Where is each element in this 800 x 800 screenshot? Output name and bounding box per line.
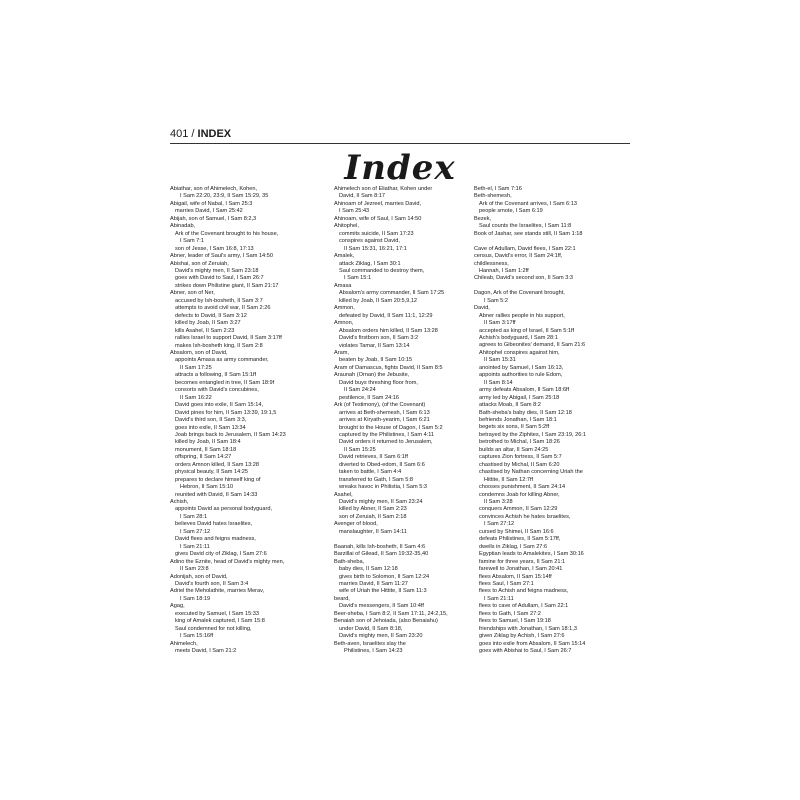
index-entry: Ark (of Testimony), (of the Covenant) xyxy=(334,402,426,409)
index-entry: census, David's error, II Sam 24:1ff, xyxy=(474,253,563,260)
index-entry: Ahinoam of Jezreel, marries David, xyxy=(334,200,422,207)
index-entry: army led by Abigail, I Sam 25:18 xyxy=(479,394,560,401)
index-entry: prepares to declare himself king of xyxy=(175,476,261,483)
index-entry: condemns Joab for killing Abner, xyxy=(479,491,560,498)
index-entry: famine for three years, II Sam 21:1 xyxy=(479,558,566,565)
index-entry: Saul condemned for not killing, xyxy=(175,625,252,632)
index-entry: David's messengers, II Sam 10:4ff xyxy=(339,603,424,610)
index-entry: chastised by Nathan concerning Uriah the xyxy=(479,469,583,476)
index-entry: II Sam 3:17ff xyxy=(484,320,516,327)
index-entry: given Ziklag by Achish, I Sam 27:6 xyxy=(479,633,565,640)
index-entry: accused by Ish-bosheth, II Sam 3:7 xyxy=(175,297,263,304)
index-entry: Baanah, kills Ish-bosheth, II Sam 4:6 xyxy=(334,543,426,550)
index-entry: II Sam 15:31 xyxy=(484,357,516,364)
index-entry: Aram of Damascus, fights David, II Sam 8:5 xyxy=(334,364,443,371)
index-gap xyxy=(474,238,622,245)
index-entry: anointed by Samuel, I Sam 16:13, xyxy=(479,364,564,371)
index-entry: Avenger of blood, xyxy=(334,521,378,528)
index-entry: Joab brings back to Jerusalem, II Sam 14:23 xyxy=(175,431,286,438)
index-entry: attacks Moab, II Sam 8:2 xyxy=(479,402,541,409)
index-entry: David goes into exile, II Sam 15:14, xyxy=(175,402,263,409)
index-entry: Achish's bodyguard, I Sam 28:1 xyxy=(479,335,558,342)
page-title: Index xyxy=(344,148,456,188)
index-entry: Amnon, xyxy=(334,320,354,327)
index-entry: appoints Amasa as army commander, xyxy=(175,357,269,364)
index-entry: flees Absalom, II Sam 15:14ff xyxy=(479,573,552,580)
index-entry: meets David, I Sam 21:2 xyxy=(175,648,237,655)
index-entry: Abner, leader of Saul's army, I Sam 14:50 xyxy=(170,253,273,260)
index-entry: commits suicide, II Sam 17:23 xyxy=(339,230,414,237)
index-entry: accepted as king of Israel, II Sam 5:1ff xyxy=(479,327,575,334)
index-entry: childlessness, xyxy=(474,260,509,267)
index-entry: II Sam 15:31, 16:21, 17:1 xyxy=(344,245,407,252)
index-entry: Bezek, xyxy=(474,215,492,222)
index-entry: gives birth to Solomon, II Sam 12:24 xyxy=(339,573,430,580)
index-entry: II Sam 17:25 xyxy=(180,364,212,371)
index-entry: Hittite, II Sam 12:7ff xyxy=(484,476,534,483)
index-entry: II Sam 8:14 xyxy=(484,379,513,386)
index-entry: Abishai, son of Zeruiah, xyxy=(170,260,229,267)
index-entry: arrives at Beth-shemesh, I Sam 6:13 xyxy=(339,409,430,416)
index-entry: Egyptian leads to Amalekites, I Sam 30:16 xyxy=(479,551,584,558)
index-entry: son of Jesse, I Sam 16:8, 17:13 xyxy=(175,245,254,252)
index-entry: II Sam 23:8 xyxy=(180,566,209,573)
index-entry: king of Amalek captured, I Sam 15:8 xyxy=(175,618,265,625)
index-entry: Abinadab, xyxy=(170,223,196,230)
index-entry: conspires against David, xyxy=(339,238,400,245)
index-entry: goes into exile from Absalom, II Sam 15:14 xyxy=(479,640,586,647)
index-entry: strikes down Philistine giant, II Sam 21:17 xyxy=(175,282,279,289)
index-entry: Achish, xyxy=(170,499,189,506)
index-entry: appoints David as personal bodyguard, xyxy=(175,506,273,513)
index-entry: II Sam 24:24 xyxy=(344,387,376,394)
index-entry: flees to Achish and feigns madness, xyxy=(479,588,569,595)
index-entry: Ahimelech, xyxy=(170,640,198,647)
index-entry: reunited with David, II Sam 14:33 xyxy=(175,491,258,498)
index-entry: I Sam 21:11 xyxy=(484,595,514,602)
index-entry: Abner, son of Ner, xyxy=(170,290,215,297)
index-entry: Adriel the Meholathite, marries Merav, xyxy=(170,588,265,595)
index-entry: violates Tamar, II Sam 13:14 xyxy=(339,342,410,349)
index-entry: I Sam 27:12 xyxy=(180,528,211,535)
index-entry: attack Ziklag, I Sam 30:1 xyxy=(339,260,401,267)
index-entry: gives David city of Ziklag, I Sam 27:6 xyxy=(175,551,267,558)
index-entry: II Sam 16:22 xyxy=(180,394,212,401)
index-entry: Abijah, son of Samuel, I Sam 8:2,3 xyxy=(170,215,257,222)
index-entry: David's fourth son, II Sam 3:4 xyxy=(175,581,249,588)
index-entry: defects to David, II Sam 3:12 xyxy=(175,312,247,319)
index-entry: Saul commanded to destroy them, xyxy=(339,267,425,274)
index-entry: brought to the House of Dagon, I Sam 5:2 xyxy=(339,424,443,431)
index-entry: I Sam 27:12 xyxy=(484,521,515,528)
index-entry: I Sam 25:43 xyxy=(339,208,370,215)
index-entry: I Sam 15:1 xyxy=(344,275,372,282)
index-entry: baby dies, II Sam 12:18 xyxy=(339,566,398,573)
index-entry: I Sam 15:16ff xyxy=(180,633,214,640)
index-gap xyxy=(334,536,482,543)
index-entry: Ark of the Covenant brought to his house, xyxy=(175,230,279,237)
index-entry: begets six sons, II Sam 5:2ff xyxy=(479,424,550,431)
index-entry: beard, xyxy=(334,595,350,602)
index-entry: captured by the Philistines, I Sam 4:11 xyxy=(339,431,435,438)
index-entry: defeats Philistines, II Sam 5:17ff, xyxy=(479,536,561,543)
header-rule xyxy=(170,143,630,144)
index-entry: diverted to Obed-edom, II Sam 6:6 xyxy=(339,461,425,468)
index-entry: I Sam 7:1 xyxy=(180,238,204,245)
index-entry: Aram, xyxy=(334,349,349,356)
index-entry: dwells in Ziklag, I Sam 27:6 xyxy=(479,543,548,550)
index-entry: David's firstborn son, II Sam 3:2 xyxy=(339,335,419,342)
index-entry: son of Zeruiah, II Sam 2:18 xyxy=(339,513,407,520)
index-entry: goes with Abishai to Saul, I Sam 26:7 xyxy=(479,648,572,655)
index-entry: believes David hates Israelites, xyxy=(175,521,253,528)
index-entry: Ahitophel conspires against him, xyxy=(479,349,560,356)
index-entry: chastised by Michal, II Sam 6:20 xyxy=(479,461,560,468)
index-entry: betrothed to Michal, I Sam 18:26 xyxy=(479,439,560,446)
index-entry: goes with David to Saul, I Sam 26:7 xyxy=(175,275,264,282)
index-entry: physical beauty, II Sam 14:25 xyxy=(175,469,248,476)
index-entry: goes into exile, II Sam 13:34 xyxy=(175,424,246,431)
index-entry: agrees to Gibeonites' demand, II Sam 21:6 xyxy=(479,342,586,349)
index-entry: Absalom orders him killed, II Sam 13:28 xyxy=(339,327,438,334)
index-entry: pestilence, II Sam 24:16 xyxy=(339,394,400,401)
index-entry: Dagon, Ark of the Covenant brought, xyxy=(474,290,565,297)
index-entry: flees Saul, I Sam 27:1 xyxy=(479,580,534,587)
index-entry: Ahimelech son of Eliathar, Kohen under xyxy=(334,186,433,192)
index-entry: David orders it returned to Jerusalem, xyxy=(339,439,433,446)
index-entry: killed by Joab, II Sam 18:4 xyxy=(175,439,241,446)
index-entry: under David, II Sam 8:18, xyxy=(339,625,403,632)
index-entry: Book of Jashar, see stands still, II Sam 1:18 xyxy=(474,230,583,237)
index-entry: Agag, xyxy=(170,603,185,610)
index-entry: David retrieves, II Sam 6:1ff xyxy=(339,454,408,461)
index-entry: Abigail, wife of Nabal, I Sam 25:3 xyxy=(170,200,253,207)
index-entry: beaten by Joab, II Sam 10:15 xyxy=(339,357,413,364)
index-entry: consorts with David's concubines, xyxy=(175,387,259,394)
index-entry: offspring, II Sam 14:27 xyxy=(175,454,232,461)
index-entry: I Sam 18:19 xyxy=(180,595,211,602)
index-entry: captures Zion fortress, II Sam 5:7 xyxy=(479,454,562,461)
index-entry: friendships with Jonathan, I Sam 18:1,3 xyxy=(479,625,577,632)
index-entry: Cave of Adullam, David flees, I Sam 22:1 xyxy=(474,245,576,252)
index-entry: Chileab, David's second son, II Sam 3:3 xyxy=(474,275,574,282)
index-entry: rallies Israel to support David, II Sam 3:17ff xyxy=(175,335,282,342)
index-entry: Benaiah son of Jehoiada, (also Benaiahu) xyxy=(334,618,438,625)
index-entry: Beth-aven, Israelites slay the xyxy=(334,640,406,647)
index-entry: befriends Jonathan, I Sam 18:1 xyxy=(479,417,557,424)
index-entry: appoints authorities to rule Edom, xyxy=(479,372,563,379)
index-column-3 xyxy=(474,186,622,656)
index-entry: marries David, I Sam 25:42 xyxy=(175,208,243,215)
index-entry: Asahel, xyxy=(334,491,353,498)
index-entry: wreaks havoc in Philistia, I Sam 5:3 xyxy=(339,484,427,491)
index-entry: manslaughter, II Sam 14:11 xyxy=(339,528,407,535)
index-entry: makes Ish-bosheth king, II Sam 2:8 xyxy=(175,342,263,349)
index-entry: Ahitophel, xyxy=(334,223,359,230)
index-entry: Saul counts the Israelites, I Sam 11:8 xyxy=(479,223,572,230)
index-entry: builds an altar, II Sam 24:25 xyxy=(479,446,549,453)
index-entry: Hebron, II Sam 15:10 xyxy=(180,484,234,491)
index-entry: becomes entangled in tree, II Sam 18:9f xyxy=(175,379,275,386)
running-header xyxy=(170,128,231,140)
index-entry: II Sam 3:28 xyxy=(484,499,513,505)
index-entry: people smote, I Sam 6:19 xyxy=(479,208,543,215)
index-entry: Beer-sheba, I Sam 8:2, II Sam 17:11, 24:2,15, xyxy=(334,610,448,617)
index-entry: Ammon, xyxy=(334,305,355,312)
page-number: 401 / xyxy=(170,128,198,140)
index-entry: David's mighty men, II Sam 23:18 xyxy=(175,267,259,274)
index-entry: wife of Uriah the Hittite, II Sam 11:3 xyxy=(339,588,427,595)
index-entry: David pines for him, II Sam 13:39, 19:1,5 xyxy=(175,409,277,416)
index-entry: David's mighty men, II Sam 23:24 xyxy=(339,499,423,506)
index-entry: Amasa xyxy=(334,282,352,289)
index-entry: attracts a following, II Sam 15:1ff xyxy=(175,372,257,379)
index-entry: I Sam 21:11 xyxy=(180,543,210,550)
index-entry: monument, II Sam 18:18 xyxy=(175,446,237,453)
index-entry: David, II Sam 8:17 xyxy=(339,193,386,200)
index-column-2 xyxy=(334,186,482,656)
index-entry: Amalek, xyxy=(334,253,355,260)
index-entry: Philistines, I Sam 14:23 xyxy=(344,648,403,655)
index-entry: Absalom, son of David, xyxy=(170,349,228,356)
index-entry: executed by Samuel, I Sam 15:33 xyxy=(175,610,259,617)
index-entry: chooses punishment, II Sam 24:14 xyxy=(479,484,566,491)
index-entry: cursed by Shimei, II Sam 16:6 xyxy=(479,528,554,535)
index-entry: II Sam 15:25 xyxy=(344,446,376,453)
section-name: INDEX xyxy=(197,128,232,140)
index-column-1 xyxy=(170,186,318,656)
index-entry: Hannah, I Sam 1:2ff xyxy=(479,267,529,274)
index-entry: Absalom's army commander, II Sam 17:25 xyxy=(339,290,445,297)
index-entry: taken to battle, I Sam 4:4 xyxy=(339,469,402,476)
index-entry: Araunah (Ornan) the Jebusite, xyxy=(334,372,410,379)
index-entry: marries David, II Sam 11:27 xyxy=(339,581,408,587)
index-entry: David flees and feigns madness, xyxy=(175,536,256,543)
index-entry: army defeats Absalom, II Sam 18:6ff xyxy=(479,387,570,394)
index-entry: Ahinoam, wife of Saul, I Sam 14:50 xyxy=(334,215,422,222)
index-entry: killed by Joab, II Sam 20:5,9,12 xyxy=(339,297,418,304)
index-entry: defeated by David, II Sam 11:1, 12:29 xyxy=(339,312,433,319)
index-entry: killed by Abner, II Sam 2:23 xyxy=(339,506,407,513)
index-entry: Bath-sheba's baby dies, II Sam 12:18 xyxy=(479,409,572,416)
index-entry: Abner rallies people in his support, xyxy=(479,312,565,319)
index-entry: David buys threshing floor from, xyxy=(339,379,418,386)
index-entry: attempts to avoid civil war, II Sam 2:26 xyxy=(175,305,271,312)
index-entry: kills Asahel, II Sam 2:23 xyxy=(175,327,235,334)
index-entry: Ark of the Covenant arrives, I Sam 6:13 xyxy=(479,200,577,207)
index-entry: flees to Samuel, I Sam 19:18 xyxy=(479,618,551,625)
index-entry: arrives at Kiryath-yearim, I Sam 6:21 xyxy=(339,417,430,424)
index-entry: Barzillai of Gilead, II Sam 19:32-35,40 xyxy=(334,551,429,558)
index-entry: I Sam 22:20, 23:9, II Sam 15:29, 35 xyxy=(180,193,269,200)
index-entry: Beth-el, I Sam 7:16 xyxy=(474,186,522,192)
index-entry: Abiathar, son of Ahimelech, Kohen, xyxy=(170,186,258,192)
index-entry: transferred to Gath, I Sam 5:8 xyxy=(339,476,413,483)
index-entry: conquers Ammon, II Sam 12:29 xyxy=(479,506,558,513)
index-entry: killed by Joab, II Sam 3:27 xyxy=(175,320,241,327)
index-entry: Adino the Eznite, head of David's mighty men, xyxy=(170,558,285,565)
index-entry: Bath-sheba, xyxy=(334,558,365,565)
index-entry: betrayed by the Ziphites, I Sam 23:19, 26:1 xyxy=(479,431,586,438)
index-entry: I Sam 5:2 xyxy=(484,297,508,304)
index-entry: orders Amnon killed, II Sam 13:28 xyxy=(175,461,259,468)
index-entry: David's third son, II Sam 3:3, xyxy=(175,417,247,424)
index-entry: I Sam 28:1 xyxy=(180,513,208,520)
index-entry: David's mighty men, II Sam 23:20 xyxy=(339,633,423,640)
index-entry: David, xyxy=(474,305,490,312)
index-entry: convinces Achish he hates Israelites, xyxy=(479,513,571,520)
index-entry: flees to cave of Adullam, I Sam 22:1 xyxy=(479,603,569,610)
index-gap xyxy=(474,283,622,290)
index-entry: farewell to Jonathan, I Sam 20:41 xyxy=(479,566,563,573)
index-entry: Beth-shemesh, xyxy=(474,193,512,200)
index-entry: flees to Gath, I Sam 27:2 xyxy=(479,610,541,617)
index-entry: Adonijah, son of David, xyxy=(170,573,228,580)
